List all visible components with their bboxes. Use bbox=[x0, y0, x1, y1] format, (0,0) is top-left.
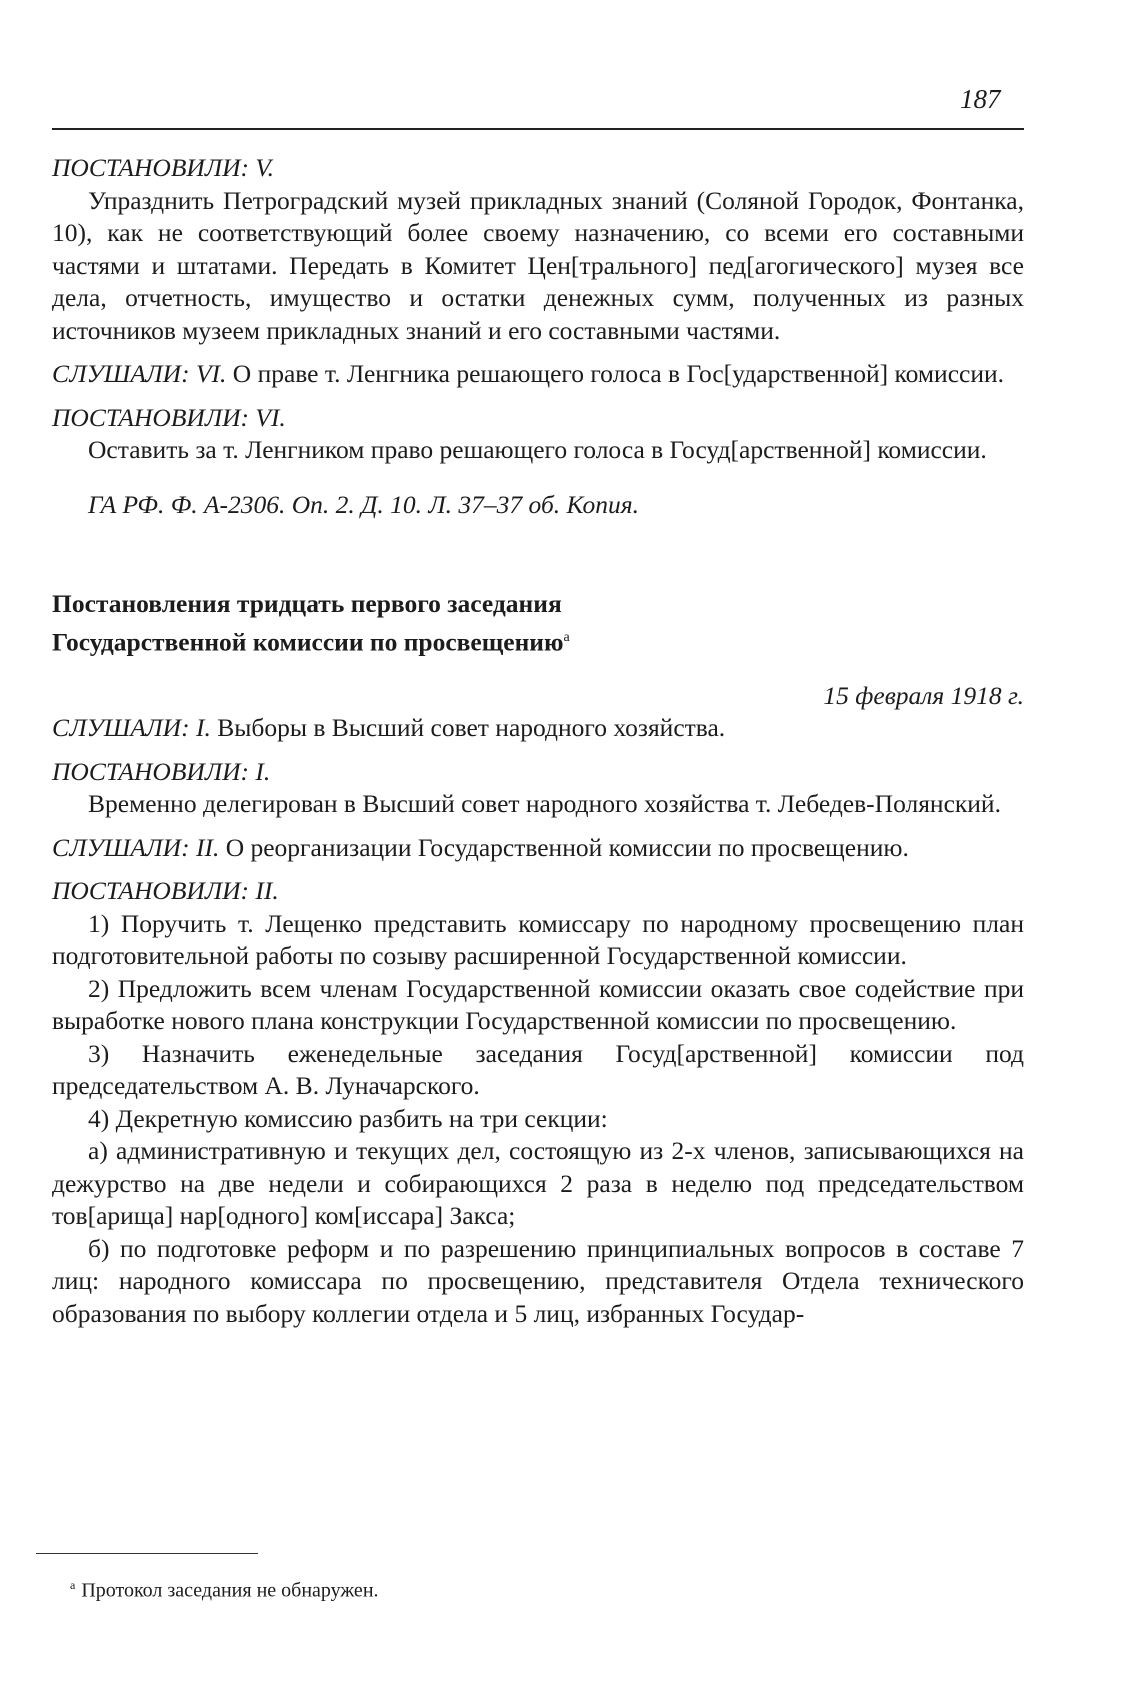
hearing-paragraph bbox=[52, 712, 1024, 745]
resolution-heading bbox=[52, 152, 1024, 185]
resolution-heading bbox=[52, 402, 1024, 435]
list-item: 4) Декретную комиссию разбить на три секции: bbox=[88, 1103, 608, 1133]
list-subitem: а) административную и текущих дел, состоящую из 2-х членов, записывающихся на дежурство на две недели и собирающихся 2 раза в неделю под председательством тов[арища] нар[одного] ком[иссара] Закса; bbox=[52, 1136, 1024, 1230]
document-date: 15 февраля 1918 г. bbox=[823, 680, 1024, 710]
header-rule bbox=[52, 128, 1024, 130]
slushali-vi-label: СЛУШАЛИ: VI. bbox=[52, 359, 227, 388]
resolution-heading bbox=[52, 875, 1024, 908]
postanovili-v-label: ПОСТАНОВИЛИ: V. bbox=[52, 153, 275, 182]
document-body bbox=[52, 152, 1024, 1330]
page-number: 187 bbox=[960, 84, 1001, 114]
slushali-ii-text: О реорганизации Государственной комиссии по просвещению. bbox=[225, 832, 909, 862]
postanovili-vi-label: ПОСТАНОВИЛИ: VI. bbox=[52, 402, 286, 432]
section-title bbox=[52, 587, 1024, 660]
paragraph: Упразднить Петроградский музей прикладных знаний (Соляной Городок, Фонтанка, 10), как не соответствующий более своему назначению, со всеми его составными частями и штатами. Передать в Комитет Цен[трального] пед[агогического] музея все дела, отчетность, имущество и остатки денежных сумм, полученных из разных источников музеем прикладных знаний и его составными частями. bbox=[52, 185, 1024, 345]
list-item: 2) Предложить всем членам Государственной комиссии оказать свое содействие при выработке нового плана конструкции Государственной комиссии по просвещению. bbox=[52, 973, 1024, 1035]
postanovili-i-label: ПОСТАНОВИЛИ: I. bbox=[52, 756, 271, 786]
paragraph: Оставить за т. Ленгником право решающего голоса в Госуд[арственной] комиссии. bbox=[88, 435, 987, 464]
list-item: 1) Поручить т. Лещенко представить комиссару по народному просвещению план подготовительной работы по созыву расширенной Государственной комиссии. bbox=[52, 908, 1024, 970]
footnote-rule bbox=[36, 1553, 258, 1554]
footnote-mark: а bbox=[70, 1578, 76, 1592]
postanovili-ii-label: ПОСТАНОВИЛИ: II. bbox=[52, 876, 279, 905]
list-subitem: б) по подготовке реформ и по разрешению принципиальных вопросов в составе 7 лиц: народного комиссара по просвещению, представителя Отдела технического образования по выбору коллегии отдела и 5 лиц, избранных Государ- bbox=[52, 1233, 1024, 1328]
hearing-paragraph bbox=[52, 832, 1024, 865]
hearing-paragraph bbox=[52, 358, 1024, 391]
slushali-vi-text: О праве т. Ленгника решающего голоса в Гос[ударственной] комиссии. bbox=[232, 359, 1004, 388]
footnote-marker: а bbox=[563, 630, 570, 645]
section-title-line2: Государственной комиссии по просвещению bbox=[52, 627, 564, 657]
footnote-text: Протокол заседания не обнаружен. bbox=[81, 1579, 379, 1602]
footnote bbox=[70, 1572, 379, 1604]
section-title-line1: Постановления тридцать первого заседания bbox=[52, 589, 562, 618]
slushali-i-text: Выборы в Высший совет народного хозяйства. bbox=[217, 713, 726, 742]
slushali-i-label: СЛУШАЛИ: I. bbox=[52, 713, 211, 742]
archive-citation: ГА РФ. Ф. А-2306. Оп. 2. Д. 10. Л. 37–37 об. Копия. bbox=[88, 489, 639, 519]
paragraph: Временно делегирован в Высший совет народного хозяйства т. Лебедев-Полянский. bbox=[88, 789, 1001, 818]
list-item: 3) Назначить еженедельные заседания Госуд[арственной] комиссии под председательством А. В. Луначарского. bbox=[52, 1038, 1024, 1100]
resolution-heading bbox=[52, 756, 1024, 789]
slushali-ii-label: СЛУШАЛИ: II. bbox=[52, 832, 220, 862]
